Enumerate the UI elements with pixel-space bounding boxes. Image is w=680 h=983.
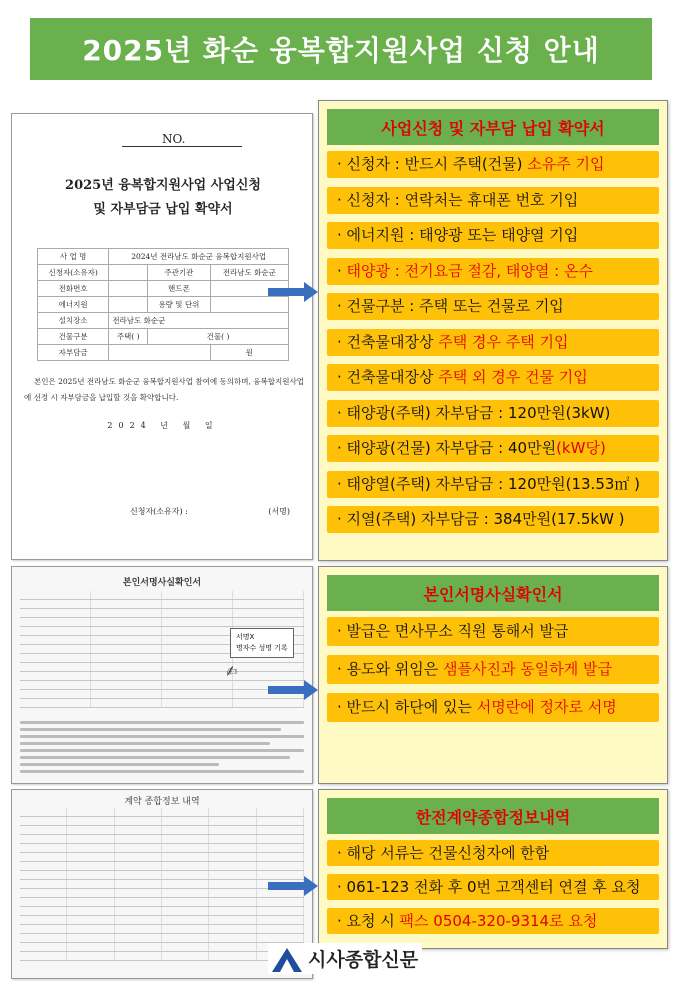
arrow-right-icon — [268, 680, 318, 700]
handwritten-signature: ✍ — [224, 663, 240, 681]
logo-mark-icon — [272, 946, 302, 972]
contract-title: 계약 종합정보 내역 — [124, 797, 200, 807]
certificate-guide-title: 본인서명사실확인서 — [327, 575, 659, 611]
form-seal-label: (서명) — [268, 507, 290, 516]
panel1-item: · 건축물대장상 주택 경우 주택 기입 — [327, 329, 659, 356]
form-title: 2025년 융복합지원사업 사업신청 및 자부담금 납입 확약서 — [65, 178, 261, 217]
panel2-item: · 발급은 면사무소 직원 통해서 발급 — [327, 617, 659, 646]
application-form-image — [11, 113, 313, 560]
page-banner: 2025년 화순 융복합지원사업 신청 안내 — [30, 18, 652, 80]
certificate-guide-panel — [318, 566, 668, 784]
certificate-title: 본인서명사실확인서 — [122, 578, 202, 588]
panel1-item: · 태양광(건물) 자부담금 : 40만원(kW당) — [327, 435, 659, 462]
panel1-item: · 신청자 : 반드시 주택(건물) 소유주 기입 — [327, 151, 659, 178]
arrow-right-icon — [268, 282, 318, 302]
panel2-item: · 반드시 하단에 있는 서명란에 정자로 서명 — [327, 693, 659, 722]
signature-certificate-image — [11, 566, 313, 784]
panel1-item: · 에너지원 : 태양광 또는 태양열 기입 — [327, 222, 659, 249]
panel1-item: · 건물구분 : 주택 또는 건물로 기입 — [327, 293, 659, 320]
form-declaration: 본인은 2025년 전라남도 화순군 융복합지원사업 참여에 동의하며, 융복합지원사업에 선정 시 자부담금을 납입할 것을 확약합니다. — [24, 377, 304, 402]
sample-stamp-note: 서명X 명자수 성명 기록 — [230, 628, 294, 658]
contract-table — [20, 808, 304, 961]
panel1-item: · 건축물대장상 주택 외 경우 건물 기입 — [327, 364, 659, 391]
panel1-item: · 태양광(주택) 자부담금 : 120만원(3kW) — [327, 400, 659, 427]
form-number-label: NO. — [122, 132, 242, 147]
panel3-item: · 요청 시 팩스 0504-320-9314로 요청 — [327, 908, 659, 934]
form-guide-panel — [318, 100, 668, 561]
arrow-right-icon — [268, 876, 318, 896]
form-signer-label: 신청자(소유자) : — [130, 507, 188, 516]
panel1-item: · 신청자 : 연락처는 휴대폰 번호 기입 — [327, 187, 659, 214]
kepco-guide-title: 한전계약종합정보내역 — [327, 798, 659, 834]
kepco-guide-panel — [318, 789, 668, 949]
panel1-item: · 지열(주택) 자부담금 : 384만원(17.5kW ) — [327, 506, 659, 533]
panel3-item: · 061-123 전화 후 0번 고객센터 연결 후 요청 — [327, 874, 659, 900]
panel3-item: · 해당 서류는 건물신청자에 한함 — [327, 840, 659, 866]
certificate-fine-print — [20, 717, 304, 777]
newspaper-logo — [268, 943, 422, 974]
panel1-item: · 태양광 : 전기요금 절감, 태양열 : 온수 — [327, 258, 659, 285]
logo-text: 시사종합신문 — [308, 949, 419, 971]
panel2-item: · 용도와 위임은 샘플사진과 동일하게 발급 — [327, 655, 659, 684]
panel1-item: · 태양열(주택) 자부담금 : 120만원(13.53㎡ ) — [327, 471, 659, 498]
form-date: 2024 년 월 일 — [107, 421, 219, 430]
form-guide-title: 사업신청 및 자부담 납입 확약서 — [327, 109, 659, 145]
form-table: 사 업 명 2024년 전라남도 화순군 융복합지원사업 신청자(소유자) 주관기관 전라남도 화순군 전화번호 핸드폰 에너지원 용량 및 단위 설치장소 전라남도 화순군 건물구분 주택( ) 건물( ) 자부담금 원 — [37, 248, 289, 361]
